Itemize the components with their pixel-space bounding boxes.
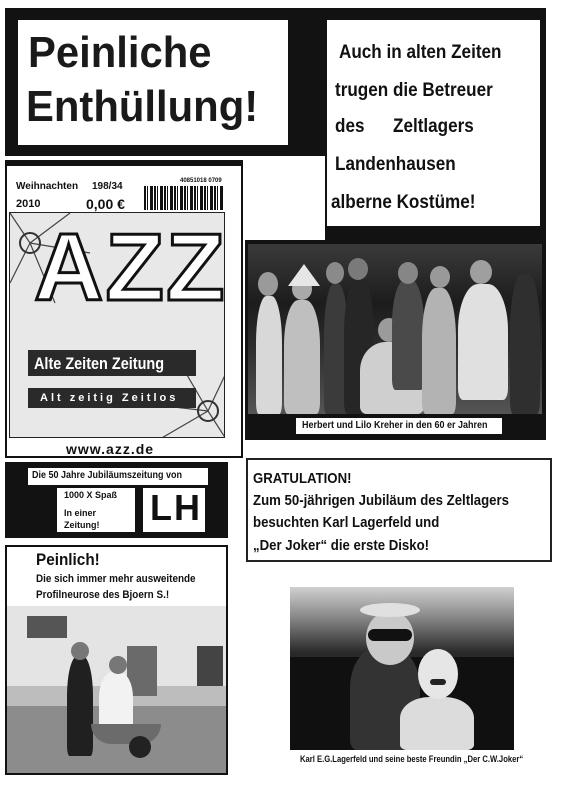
headline-line1: Peinliche xyxy=(28,28,212,77)
cover-issue: Weihnachten xyxy=(16,181,79,192)
photo-wheelbarrow xyxy=(7,606,226,773)
headline-line2: Enthüllung! xyxy=(26,82,259,131)
photo-lagerfeld-joker xyxy=(290,587,514,750)
congrats-line2: Zum 50-jährigen Jubiläum des Zeltlagers xyxy=(253,492,510,509)
tagline-line3b: Zeltlagers xyxy=(393,116,474,137)
jubilee-logo: LH xyxy=(150,487,202,528)
cover-slogan: Alt zeitig Zeitlos xyxy=(40,392,179,404)
photo3-caption: Karl E.G.Lagerfeld und seine beste Freundin „Der C.W.Joker“ xyxy=(300,754,524,764)
congrats-line3: besuchten Karl Lagerfeld und xyxy=(253,514,440,531)
jubilee-left-line3: Zeitung! xyxy=(64,520,100,530)
tagline-line5: alberne Kostüme! xyxy=(331,192,476,213)
jubilee-title: Die 50 Jahre Jubiläumszeitung von xyxy=(32,470,183,481)
headline-box xyxy=(18,20,288,145)
barcode xyxy=(144,186,224,210)
peinlich-title: Peinlich! xyxy=(36,550,100,569)
jubilee-left-line2: In einer xyxy=(64,508,97,518)
cover-top-stripe xyxy=(5,160,243,166)
jubilee-left-line1: 1000 X Spaß xyxy=(64,490,118,500)
cover-name: Alte Zeiten Zeitung xyxy=(34,354,165,373)
cover-barcode-number: 40851018 0709 xyxy=(180,178,222,184)
peinlich-line2: Profilneurose des Bjoern S.! xyxy=(36,589,170,601)
photo-group-costumes xyxy=(248,244,542,414)
cover-year: 2010 xyxy=(16,198,41,210)
photo1-caption: Herbert und Lilo Kreher in den 60 er Jahren xyxy=(302,420,488,431)
cover-price: 0,00 € xyxy=(86,196,125,212)
congrats-line4: „Der Joker“ die erste Disko! xyxy=(253,537,430,554)
congrats-line1: GRATULATION! xyxy=(253,470,352,487)
tagline-line3a: des xyxy=(335,116,365,137)
tagline-line4: Landenhausen xyxy=(335,154,456,175)
azz-logo: AZZ xyxy=(34,214,227,321)
peinlich-line1: Die sich immer mehr ausweitende xyxy=(36,573,196,585)
cover-url[interactable]: www.azz.de xyxy=(66,441,155,457)
tagline-line2: trugen die Betreuer xyxy=(335,80,493,101)
tagline-box xyxy=(327,20,540,226)
cover-issue-no: 198/34 xyxy=(92,181,123,192)
tagline-line1: Auch in alten Zeiten xyxy=(339,42,502,63)
